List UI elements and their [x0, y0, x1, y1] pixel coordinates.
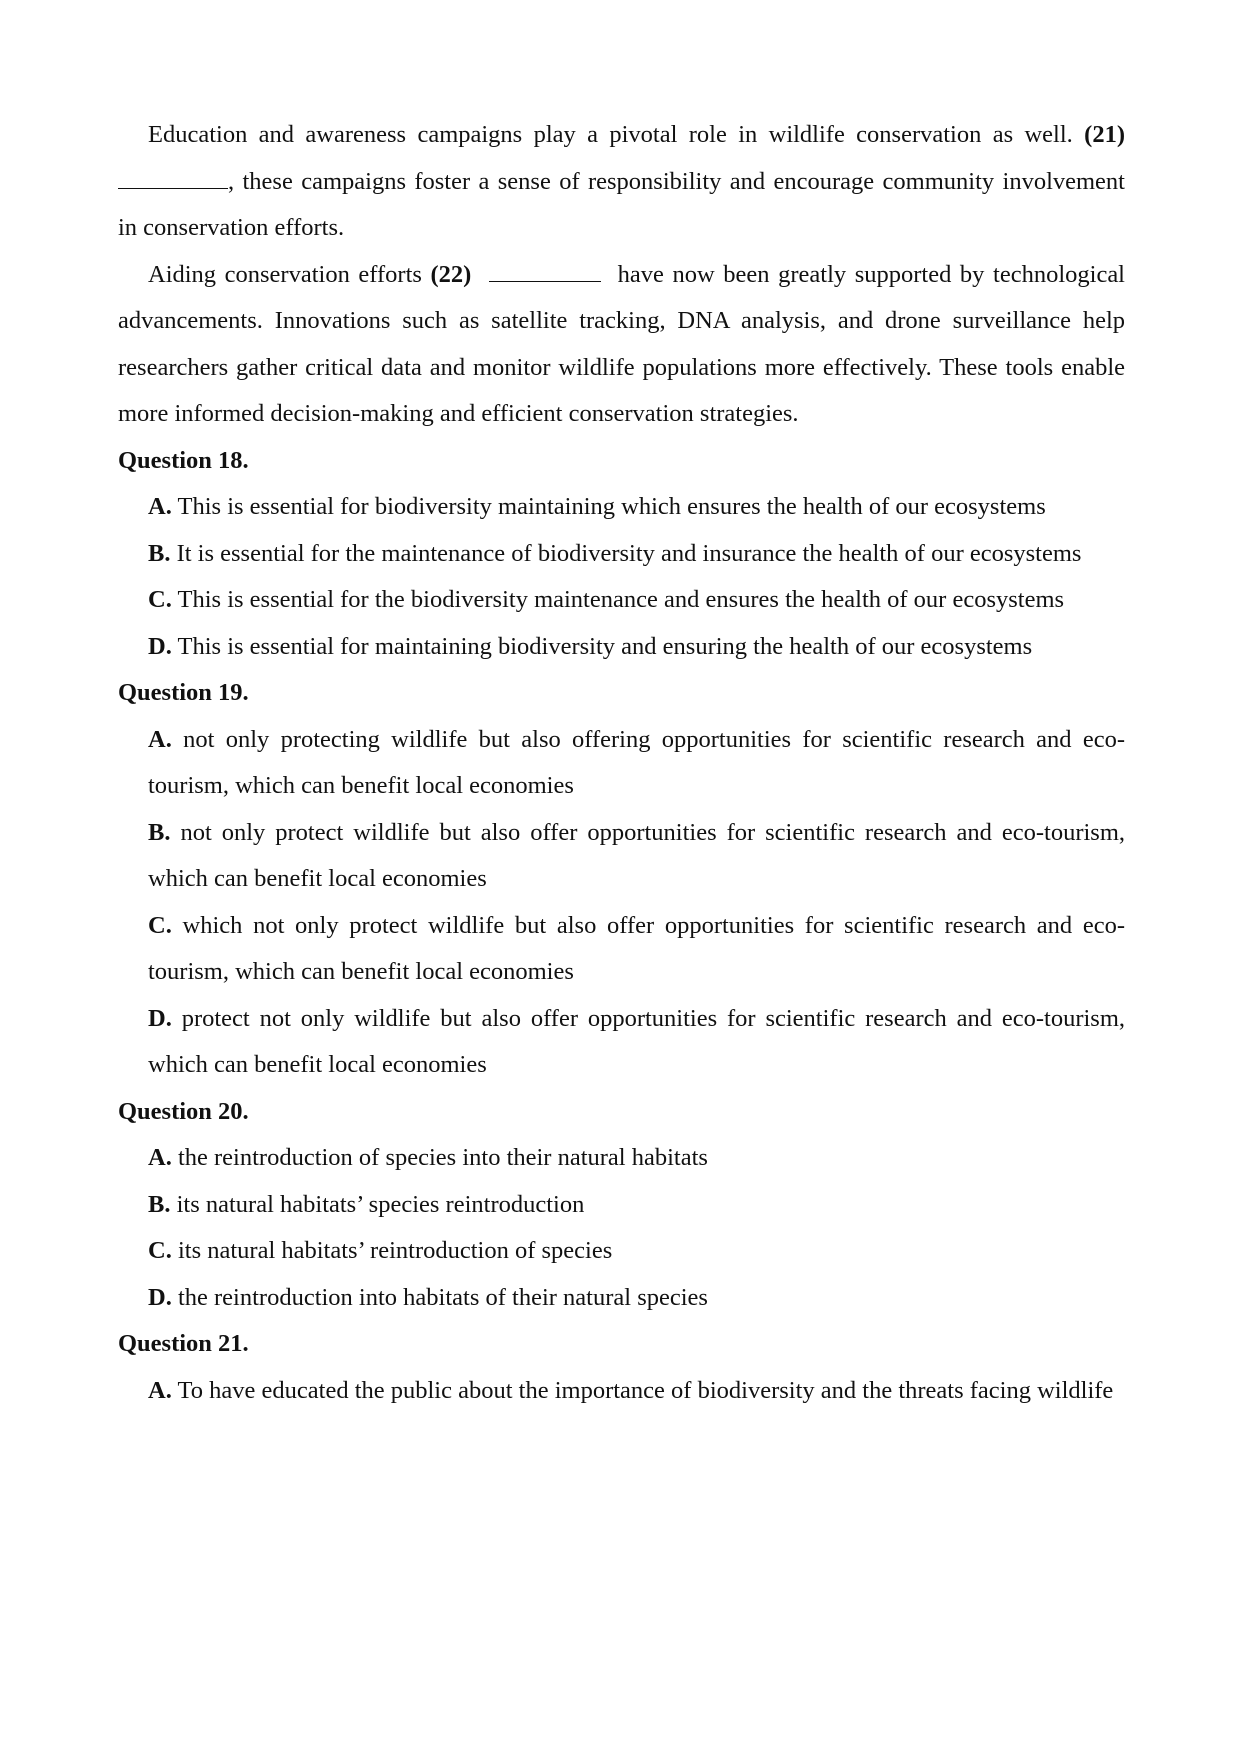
- passage-p1-rest: , these campaigns foster a sense of responsibility and encourage community involvement in conservation efforts.: [118, 167, 1125, 241]
- option-letter: C.: [148, 911, 172, 939]
- question-20-title: Question 20.: [118, 1097, 249, 1125]
- question-20-option-d: [118, 1275, 1125, 1322]
- option-letter: D.: [148, 1283, 172, 1311]
- option-text: This is essential for maintaining biodiversity and ensuring the health of our ecosystems: [177, 632, 1033, 660]
- option-text: the reintroduction of species into their natural habitats: [177, 1144, 708, 1171]
- option-text: its natural habitats’ reintroduction of species: [177, 1237, 613, 1264]
- option-letter: B.: [148, 1190, 171, 1218]
- option-text: It is essential for the maintenance of biodiversity and insurance the health of our ecosystems: [176, 539, 1082, 567]
- question-19-title: Question 19.: [118, 679, 249, 706]
- option-text: its natural habitats’ species reintroduction: [176, 1190, 585, 1218]
- option-letter: B.: [148, 818, 171, 846]
- question-18-option-d: [118, 624, 1125, 671]
- passage-paragraph-2: [118, 252, 1125, 438]
- option-text: protect not only wildlife but also offer opportunities for scientific research and eco-tourism, which can benefit local economies: [148, 1004, 1125, 1078]
- question-21-title: Question 21.: [118, 1330, 249, 1357]
- option-letter: A.: [148, 493, 172, 520]
- question-19-option-c: [118, 903, 1125, 996]
- blank-number-21: (21): [1084, 121, 1125, 148]
- option-letter: A.: [148, 1376, 172, 1404]
- question-18-option-c: [118, 577, 1125, 624]
- question-20-option-b: [118, 1182, 1125, 1229]
- option-text: not only protecting wildlife but also offering opportunities for scientific research and eco-tourism, which can benefit local economies: [148, 725, 1126, 799]
- passage-p1-text: Education and awareness campaigns play a pivotal role in wildlife conservation as well.: [148, 121, 1073, 148]
- option-letter: C.: [148, 586, 172, 613]
- option-text: not only protect wildlife but also offer opportunities for scientific research and eco-tourism, which can benefit local economies: [148, 818, 1126, 892]
- option-letter: D.: [148, 1004, 172, 1032]
- option-text: This is essential for the biodiversity maintenance and ensures the health of our ecosystems: [177, 586, 1065, 613]
- passage-p2-rest: have now been greatly supported by technological advancements. Innovations such as satellite tracking, DNA analysis, and drone surveillance help researchers gather critical data and monitor wildlife populations more effectively. These tools enable more informed decision-making and efficient conservation strategies.: [118, 260, 1125, 427]
- question-18-title: Question 18.: [118, 446, 249, 474]
- option-text: the reintroduction into habitats of their natural species: [177, 1283, 708, 1311]
- passage-p2-start: Aiding conservation efforts: [148, 260, 422, 288]
- question-21-option-a: [118, 1368, 1125, 1415]
- blank-22: [489, 263, 601, 282]
- option-letter: B.: [148, 539, 171, 567]
- document-page: [118, 112, 1125, 1414]
- blank-21: [118, 170, 228, 189]
- blank-number-22: (22): [430, 260, 472, 288]
- passage-paragraph-1: [118, 112, 1125, 252]
- option-letter: A.: [148, 1144, 172, 1171]
- option-text: To have educated the public about the importance of biodiversity and the threats facing wildlife: [177, 1376, 1114, 1404]
- question-18-option-a: [118, 484, 1125, 531]
- option-text: which not only protect wildlife but also offer opportunities for scientific research and eco-tourism, which can benefit local economies: [148, 911, 1126, 985]
- question-20-option-c: [118, 1228, 1125, 1275]
- question-19-option-a: [118, 717, 1125, 810]
- option-text: This is essential for biodiversity maintaining which ensures the health of our ecosystems: [177, 493, 1046, 520]
- question-18-option-b: [118, 531, 1125, 578]
- option-letter: D.: [148, 632, 172, 660]
- option-letter: C.: [148, 1237, 172, 1264]
- question-19-option-d: [118, 996, 1125, 1089]
- question-19-option-b: [118, 810, 1125, 903]
- question-20-option-a: [118, 1135, 1125, 1182]
- option-letter: A.: [148, 725, 172, 753]
